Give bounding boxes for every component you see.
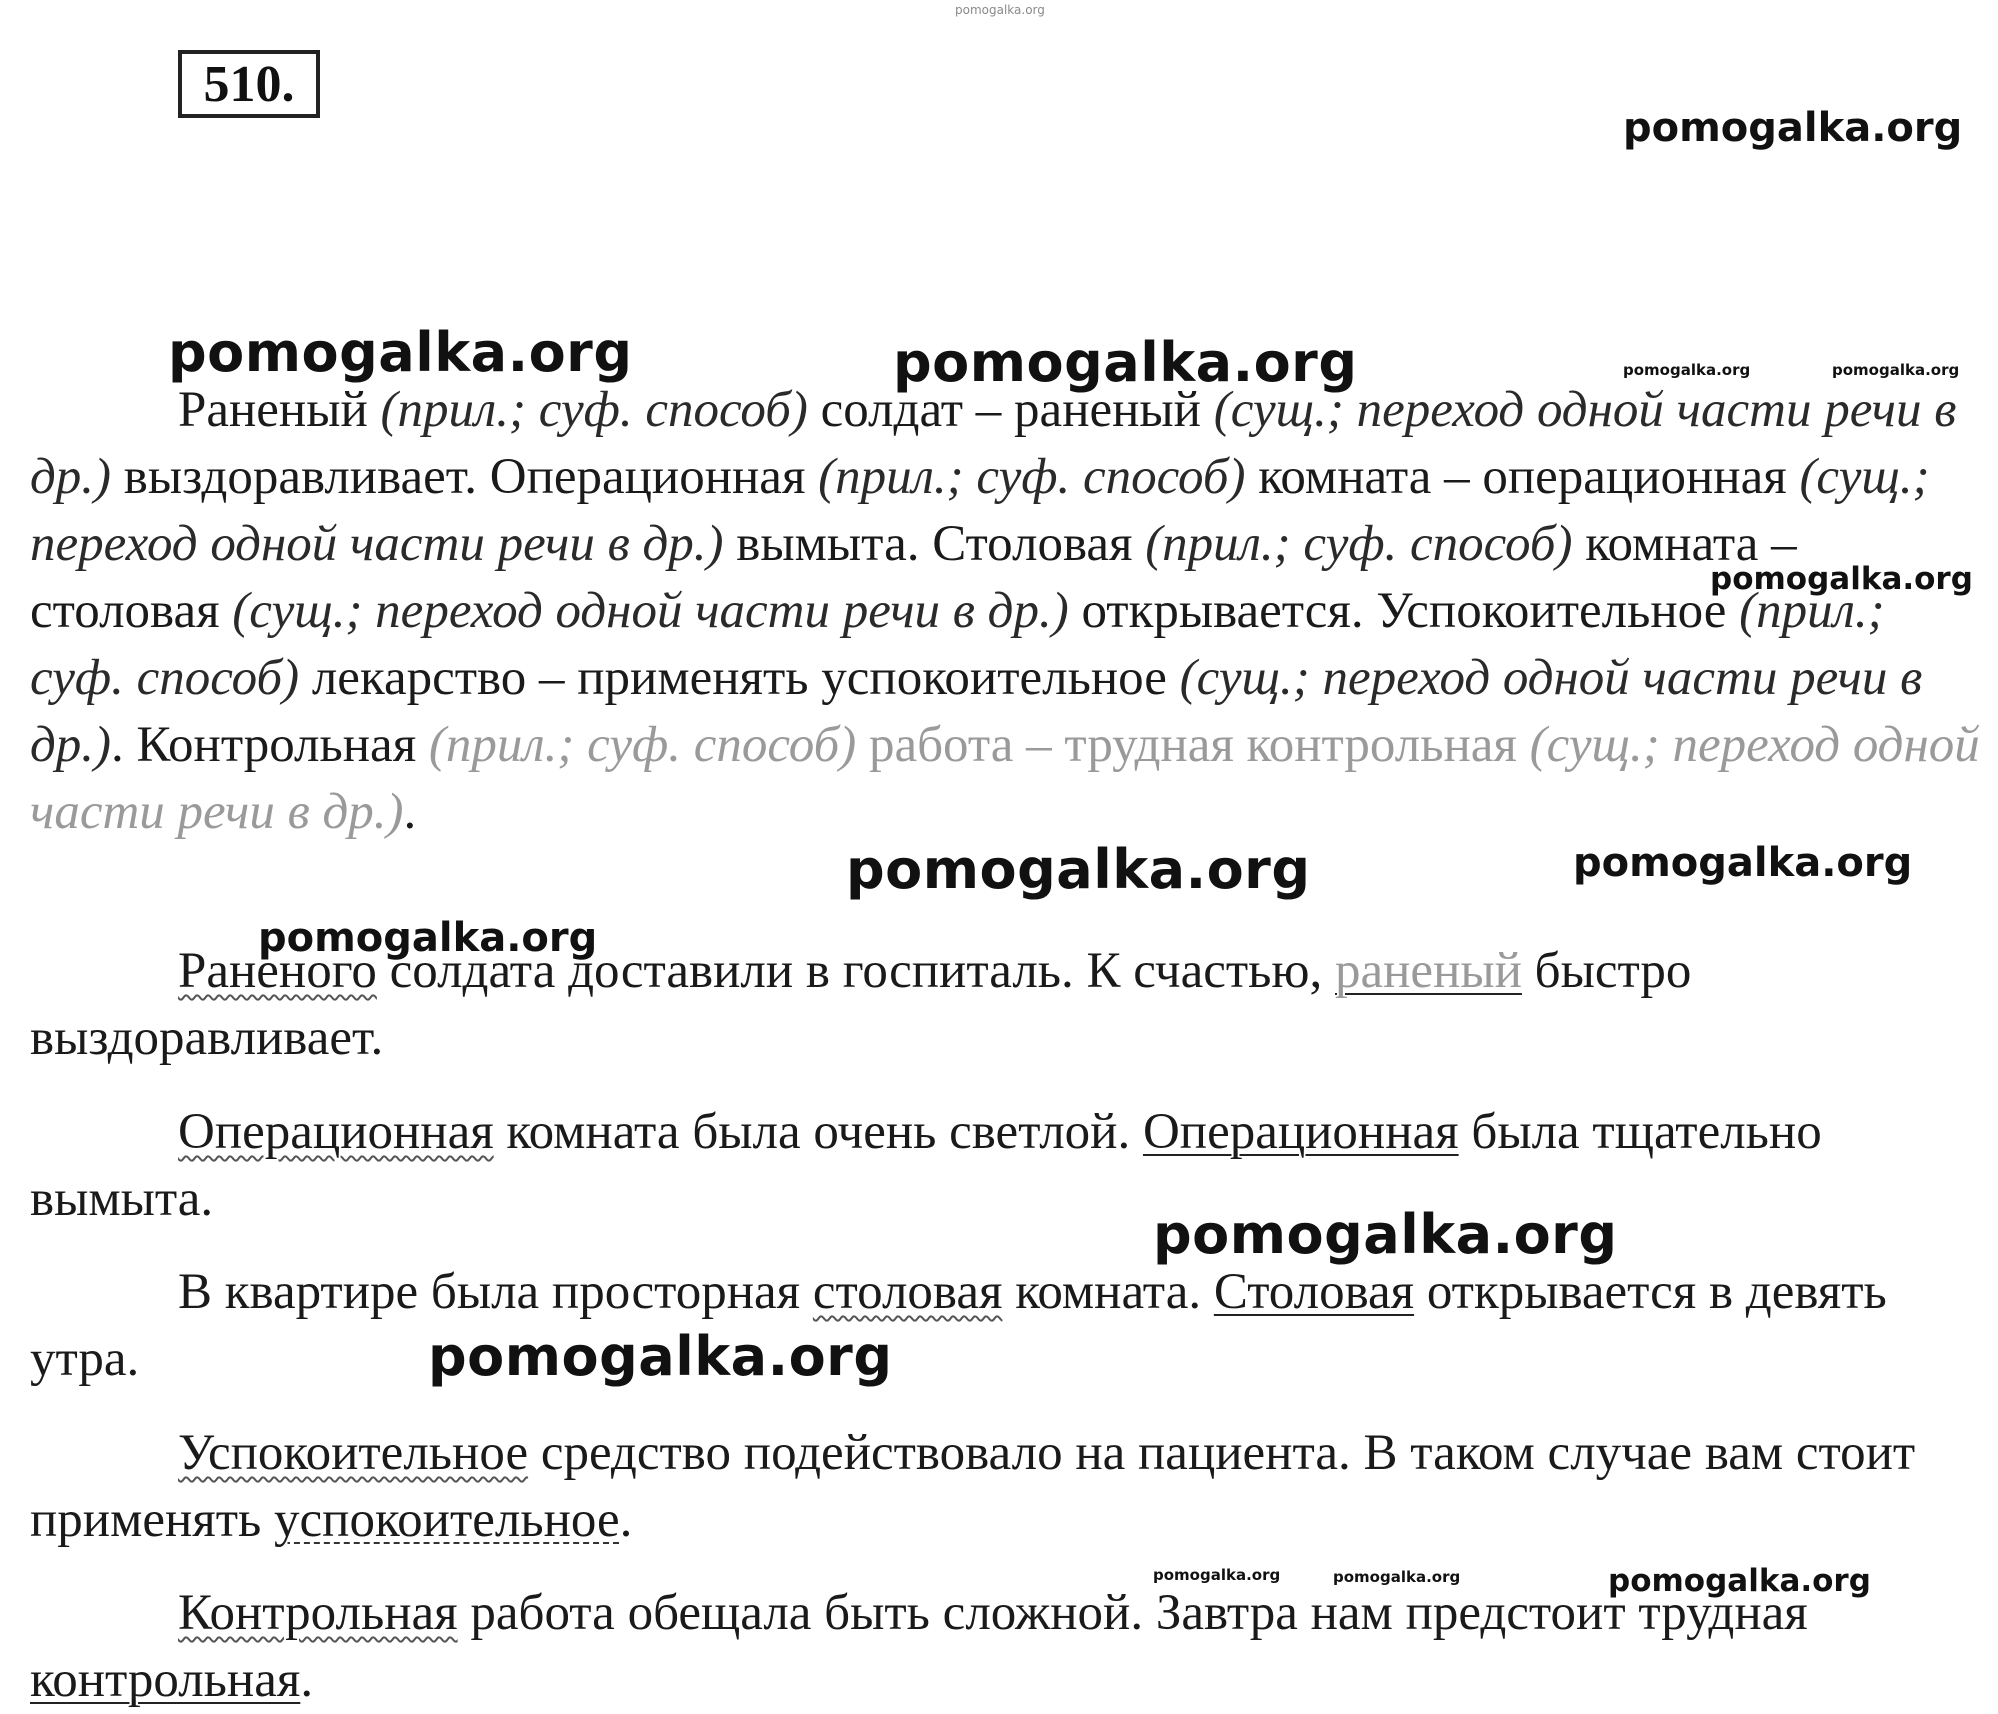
watermark: pomogalka.org — [1623, 361, 1751, 379]
grammar-note: (прил.; суф. способ) — [30, 583, 1885, 706]
text-run: выздоравливает. Операционная — [123, 449, 806, 505]
example-paragraph-2 — [30, 1099, 1980, 1233]
text-run: была тщательно вымыта. — [30, 1104, 1822, 1227]
underlined-word: контрольная — [30, 1652, 301, 1708]
text-run: солдата доставили в госпиталь. К счастью, — [376, 943, 1335, 999]
grammar-note: (сущ.; переход одной части речи в др.) — [30, 717, 1980, 840]
text-run: открывается в девять утра. — [30, 1264, 1887, 1387]
text-run: В квартире была просторная — [178, 1264, 813, 1320]
text-run: комната была очень светлой. — [493, 1104, 1143, 1160]
watermark: pomogalka.org — [258, 915, 598, 961]
grammar-note: (прил.; суф. способ) — [428, 717, 857, 773]
watermark: pomogalka.org — [1153, 1566, 1281, 1584]
text-run: комната – операционная — [1258, 449, 1787, 505]
watermark: pomogalka.org — [1710, 561, 1973, 597]
grammar-note: (сущ.; переход одной части речи в др.) — [232, 583, 1069, 639]
text-run: быстро выздоравливает. — [30, 943, 1692, 1066]
underlined-word: Операционная — [1142, 1104, 1459, 1160]
text-run: средство подействовало на пациента. В таком случае вам стоит применять — [30, 1425, 1916, 1548]
underlined-word: успокоительное — [274, 1492, 620, 1548]
watermark: pomogalka.org — [1153, 1203, 1618, 1266]
task-number: 510. — [178, 50, 320, 118]
text-run: работа обещала быть сложной. Завтра нам предстоит трудная — [457, 1585, 1808, 1641]
watermark: pomogalka.org — [1623, 105, 1963, 151]
example-paragraph-1 — [30, 938, 1980, 1072]
text-run: . Контрольная — [111, 717, 417, 773]
watermark: pomogalka.org — [1333, 1568, 1461, 1586]
watermark: pomogalka.org — [428, 1325, 893, 1388]
underlined-word: Столовая — [1213, 1264, 1415, 1320]
text-run: работа – трудная контрольная — [868, 717, 1517, 773]
watermark: pomogalka.org — [1608, 1563, 1871, 1599]
text-run: солдат – раненый — [820, 382, 1201, 438]
text-run: комната. — [1002, 1264, 1214, 1320]
text-run: Раненый — [178, 382, 368, 438]
grammar-note: (сущ.; переход одной части речи в др.) — [30, 449, 1930, 572]
watermark: pomogalka.org — [1573, 840, 1913, 886]
underlined-word: Раненого — [178, 943, 377, 999]
text-run: вымыта. Столовая — [736, 516, 1133, 572]
grammar-note: (сущ.; переход одной части речи в др.) — [30, 650, 1923, 773]
underlined-word: Операционная — [178, 1104, 494, 1160]
watermark: pomogalka.org — [168, 321, 633, 384]
underlined-word: раненый — [1335, 943, 1522, 999]
grammar-note: (сущ.; переход одной части речи в др.) — [30, 382, 1957, 505]
watermark: pomogalka.org — [1832, 361, 1960, 379]
underlined-word: Успокоительное — [178, 1425, 529, 1481]
underlined-word: Контрольная — [178, 1585, 458, 1641]
answer-paragraph-analysis — [30, 377, 1980, 846]
watermark: pomogalka.org — [893, 331, 1358, 394]
watermark: pomogalka.org — [955, 3, 1045, 17]
grammar-note: (прил.; суф. способ) — [1145, 516, 1573, 572]
text-run: открывается. Успокоительное — [1081, 583, 1727, 639]
example-paragraph-5 — [30, 1580, 1980, 1714]
text-run: . — [403, 784, 417, 840]
example-paragraph-4 — [30, 1420, 1980, 1554]
text-run: лекарство – применять успокоительное — [311, 650, 1167, 706]
grammar-note: (прил.; суф. способ) — [380, 382, 808, 438]
watermark: pomogalka.org — [846, 838, 1311, 901]
text-run: комната – столовая — [30, 516, 1797, 639]
example-paragraph-3 — [30, 1259, 1980, 1393]
text-run: . — [300, 1652, 314, 1708]
underlined-word: столовая — [812, 1264, 1003, 1320]
grammar-note: (прил.; суф. способ) — [818, 449, 1246, 505]
text-run: . — [619, 1492, 633, 1548]
